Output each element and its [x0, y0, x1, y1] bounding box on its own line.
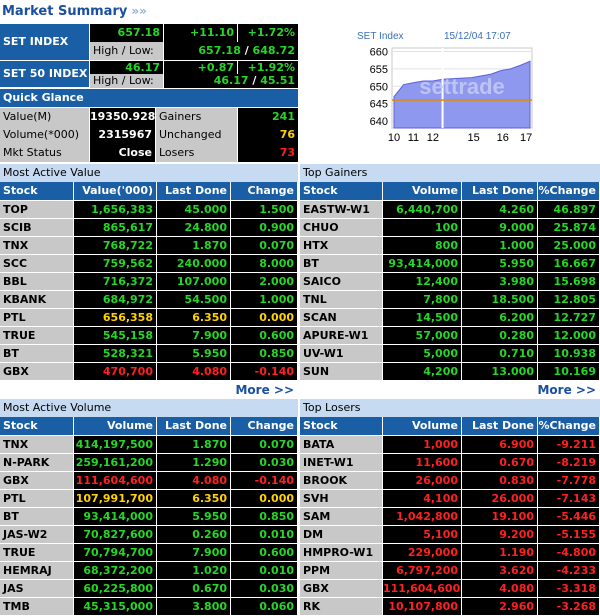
mavol-last: 1.020	[157, 562, 230, 579]
mavol-row[interactable]	[0, 580, 298, 598]
tl-last: 3.620	[462, 562, 537, 579]
chart-x-ticks	[388, 132, 532, 144]
page-title[interactable]	[2, 0, 147, 22]
tg-stock[interactable]: APURE-W1	[300, 327, 382, 344]
tl-col-header[interactable]: Last Done	[462, 417, 537, 435]
tl-last: 19.100	[462, 508, 537, 525]
qg-value-label: Value(M)	[0, 108, 89, 126]
tg-row[interactable]	[300, 309, 600, 327]
tg-row[interactable]	[300, 219, 600, 237]
mavol-last: 1.290	[157, 454, 230, 471]
tl-col-header[interactable]: Stock	[300, 417, 382, 435]
tg-change: 10.169	[538, 363, 599, 380]
chart-x-tick-label: 17	[519, 132, 533, 144]
set50-index-low: 45.51	[260, 74, 295, 87]
tg-stock[interactable]: SAICO	[300, 273, 382, 290]
most-active-value-table	[0, 164, 298, 396]
tl-val: 11,600	[383, 454, 461, 471]
mavol-title: Most Active Volume	[0, 399, 298, 417]
tl-stock[interactable]: GBX	[300, 580, 382, 597]
tl-row[interactable]	[300, 544, 600, 562]
tl-change: -4.233	[538, 562, 599, 579]
tl-change: -8.219	[538, 454, 599, 471]
tl-last: 26.000	[462, 490, 537, 507]
mavol-stock[interactable]: TRUE	[0, 544, 73, 561]
tg-last: 13.000	[462, 363, 537, 380]
mav-stock[interactable]: SCIB	[0, 219, 73, 236]
mavol-val: 259,161,200	[74, 454, 156, 471]
qg-losers-label: Losers	[156, 144, 237, 162]
tl-val: 229,000	[383, 544, 461, 561]
tg-val: 14,500	[383, 309, 461, 326]
chart-y-tick-label: 645	[369, 98, 388, 111]
mavol-last: 6.350	[157, 490, 230, 507]
set-index-high-low: 657.18 / 648.72	[164, 42, 298, 60]
most-active-volume-table	[0, 399, 298, 616]
mav-stock[interactable]: TOP	[0, 201, 73, 218]
set-index-change: +11.10	[164, 24, 237, 42]
mav-change: 0.070	[231, 237, 297, 254]
set-index-low: 648.72	[252, 44, 295, 57]
set-index-chart-svg	[352, 28, 548, 144]
tl-last: 9.200	[462, 526, 537, 543]
mav-change: 0.900	[231, 219, 297, 236]
mavol-val: 70,827,600	[74, 526, 156, 543]
tl-last: 4.080	[462, 580, 537, 597]
mav-stock[interactable]: BT	[0, 345, 73, 362]
chart-y-tick-label: 650	[369, 81, 388, 94]
mav-row[interactable]	[0, 363, 298, 381]
tg-change: 12.727	[538, 309, 599, 326]
qg-volume: 2315967	[90, 126, 155, 144]
mav-col-header[interactable]: Value('000)	[74, 182, 156, 200]
mav-row[interactable]	[0, 327, 298, 345]
tl-val: 4,100	[383, 490, 461, 507]
mav-change: 1.000	[231, 291, 297, 308]
tg-col-header[interactable]: Stock	[300, 182, 382, 200]
chart-x-tick-label: 16	[496, 132, 509, 144]
tl-stock[interactable]: SVH	[300, 490, 382, 507]
mav-title: Most Active Value	[0, 164, 298, 182]
mav-stock[interactable]: TRUE	[0, 327, 73, 344]
mavol-val: 70,794,700	[74, 544, 156, 561]
chart-y-ticks	[370, 46, 388, 128]
tg-row[interactable]	[300, 201, 600, 219]
qg-gainers-label: Gainers	[156, 108, 237, 126]
tg-val: 7,800	[383, 291, 461, 308]
chart-y-tick-label: 640	[369, 116, 388, 129]
tg-row[interactable]	[300, 327, 600, 345]
mav-change: 1.500	[231, 201, 297, 218]
tl-stock[interactable]: INET-W1	[300, 454, 382, 471]
tl-change: -4.800	[538, 544, 599, 561]
tg-stock[interactable]: BT	[300, 255, 382, 272]
qg-unchanged-label: Unchanged	[156, 126, 237, 144]
tl-stock[interactable]: HMPRO-W1	[300, 544, 382, 561]
mavol-stock[interactable]: N-PARK	[0, 454, 73, 471]
mavol-row[interactable]	[0, 436, 298, 454]
mav-row[interactable]	[0, 291, 298, 309]
tg-row[interactable]	[300, 273, 600, 291]
tg-last: 4.260	[462, 201, 537, 218]
tg-last: 1.000	[462, 237, 537, 254]
tl-col-header[interactable]: %Change	[538, 417, 599, 435]
mav-last: 24.800	[157, 219, 230, 236]
tg-row[interactable]	[300, 255, 600, 273]
chart-watermark: settrade	[419, 74, 505, 99]
tl-change: -5.446	[538, 508, 599, 525]
tg-change: 25.000	[538, 237, 599, 254]
tl-stock[interactable]: BATA	[300, 436, 382, 453]
mavol-row[interactable]	[0, 508, 298, 526]
mav-row[interactable]	[0, 309, 298, 327]
qg-unchanged: 76	[238, 126, 298, 144]
mav-change: 8.000	[231, 255, 297, 272]
tl-row[interactable]	[300, 598, 600, 616]
mavol-val: 68,372,200	[74, 562, 156, 579]
tg-stock[interactable]: SUN	[300, 363, 382, 380]
mav-stock[interactable]: PTL	[0, 309, 73, 326]
set50-index-pct: +1.92%	[238, 61, 298, 75]
tl-row[interactable]	[300, 562, 600, 580]
mav-last: 7.900	[157, 327, 230, 344]
mavol-row[interactable]	[0, 526, 298, 544]
tg-row[interactable]	[300, 237, 600, 255]
mav-val: 470,700	[74, 363, 156, 380]
tl-stock[interactable]: SAM	[300, 508, 382, 525]
mavol-col-header[interactable]: Last Done	[157, 417, 230, 435]
mav-row[interactable]	[0, 273, 298, 291]
tl-change: -9.211	[538, 436, 599, 453]
chart-timestamp: 15/12/04 17:07	[444, 31, 511, 42]
tl-val: 1,000	[383, 436, 461, 453]
set50-index-hl-label: High / Low:	[90, 74, 163, 88]
tg-row[interactable]	[300, 291, 600, 309]
tl-val: 26,000	[383, 472, 461, 489]
mav-last: 6.350	[157, 309, 230, 326]
mav-val: 759,562	[74, 255, 156, 272]
tl-row[interactable]	[300, 454, 600, 472]
mavol-col-header[interactable]: Volume	[74, 417, 156, 435]
chart-x-tick-label: 12	[426, 132, 439, 144]
mavol-last: 3.800	[157, 598, 230, 615]
mav-row[interactable]	[0, 237, 298, 255]
set-index-hl-label: High / Low:	[90, 42, 163, 60]
mavol-last: 1.870	[157, 436, 230, 453]
tg-col-header[interactable]: Volume	[383, 182, 461, 200]
mavol-row[interactable]	[0, 472, 298, 490]
mavol-last: 5.950	[157, 508, 230, 525]
tl-change: -5.155	[538, 526, 599, 543]
mavol-change: 0.070	[231, 436, 297, 453]
mav-stock[interactable]: SCC	[0, 255, 73, 272]
set50-index-high: 46.17	[213, 74, 249, 87]
tg-val: 57,000	[383, 327, 461, 344]
mavol-change: 0.600	[231, 544, 297, 561]
tg-val: 800	[383, 237, 461, 254]
set-index-label[interactable]: SET INDEX	[0, 24, 89, 60]
tg-val: 100	[383, 219, 461, 236]
mav-row[interactable]	[0, 201, 298, 219]
mavol-val: 93,414,000	[74, 508, 156, 525]
tg-val: 93,414,000	[383, 255, 461, 272]
mavol-val: 107,991,700	[74, 490, 156, 507]
mavol-change: 0.850	[231, 508, 297, 525]
mavol-val: 111,604,600	[74, 472, 156, 489]
mav-row[interactable]	[0, 255, 298, 273]
set-index-pct: +1.72%	[238, 24, 298, 42]
mav-val: 716,372	[74, 273, 156, 290]
tl-last: 6.900	[462, 436, 537, 453]
tg-val: 12,400	[383, 273, 461, 290]
mav-last: 1.870	[157, 237, 230, 254]
mav-col-header[interactable]: Change	[231, 182, 297, 200]
tg-stock[interactable]: CHUO	[300, 219, 382, 236]
mav-val: 865,617	[74, 219, 156, 236]
tl-change: -3.268	[538, 598, 599, 615]
tg-val: 4,200	[383, 363, 461, 380]
set50-index-label[interactable]: SET 50 INDEX	[0, 61, 89, 87]
tg-row[interactable]	[300, 363, 600, 381]
mav-row[interactable]	[0, 345, 298, 363]
set-index-chart[interactable]	[352, 28, 548, 144]
mav-change: 2.000	[231, 273, 297, 290]
chart-x-tick-label: 11	[407, 132, 420, 144]
mav-val: 684,972	[74, 291, 156, 308]
tl-last: 2.960	[462, 598, 537, 615]
mavol-change: 0.030	[231, 454, 297, 471]
mav-last: 240.000	[157, 255, 230, 272]
mavol-stock[interactable]: BT	[0, 508, 73, 525]
qg-status-label: Mkt Status	[0, 144, 89, 162]
tg-change: 16.667	[538, 255, 599, 272]
qg-losers: 73	[238, 144, 298, 162]
mavol-stock[interactable]: TNX	[0, 436, 73, 453]
quick-glance-title: Quick Glance	[0, 89, 298, 107]
chart-title: SET Index	[357, 31, 404, 42]
mavol-last: 7.900	[157, 544, 230, 561]
tg-last: 3.980	[462, 273, 537, 290]
mav-change: 0.000	[231, 309, 297, 326]
chart-x-tick-label: 15	[467, 132, 480, 144]
tl-last: 0.830	[462, 472, 537, 489]
mav-more-link[interactable]: More >>	[235, 383, 294, 397]
title-arrows-icon: »»	[131, 4, 147, 18]
tl-stock[interactable]: BROOK	[300, 472, 382, 489]
mavol-stock[interactable]: JAS-W2	[0, 526, 73, 543]
mavol-change: 0.030	[231, 580, 297, 597]
mav-col-header[interactable]: Stock	[0, 182, 73, 200]
mavol-row[interactable]	[0, 490, 298, 508]
mavol-row[interactable]	[0, 454, 298, 472]
tg-more-link[interactable]: More >>	[537, 383, 596, 397]
mavol-stock[interactable]: JAS	[0, 580, 73, 597]
top-gainers-table	[300, 164, 600, 396]
tg-last: 6.200	[462, 309, 537, 326]
tl-stock[interactable]: RK	[300, 598, 382, 615]
tg-col-header[interactable]: %Change	[538, 182, 599, 200]
mavol-last: 4.080	[157, 472, 230, 489]
mavol-row[interactable]	[0, 562, 298, 580]
set-index-last: 657.18	[90, 24, 163, 42]
mav-val: 528,321	[74, 345, 156, 362]
page-title-text: Market Summary	[2, 4, 128, 19]
tg-last: 9.000	[462, 219, 537, 236]
tl-change: -7.143	[538, 490, 599, 507]
mav-change: 0.850	[231, 345, 297, 362]
tg-col-header[interactable]: Last Done	[462, 182, 537, 200]
tg-change: 46.897	[538, 201, 599, 218]
tl-val: 6,797,200	[383, 562, 461, 579]
tg-change: 12.805	[538, 291, 599, 308]
chart-x-tick-label: 10	[387, 132, 401, 144]
qg-volume-label: Volume(*000)	[0, 126, 89, 144]
tg-change: 25.874	[538, 219, 599, 236]
set50-index-change: +0.87	[164, 61, 237, 75]
tl-row[interactable]	[300, 490, 600, 508]
mavol-last: 0.670	[157, 580, 230, 597]
mavol-val: 45,315,000	[74, 598, 156, 615]
mav-stock[interactable]: BBL	[0, 273, 73, 290]
chart-y-tick-label: 655	[369, 63, 388, 76]
tg-stock[interactable]: TNL	[300, 291, 382, 308]
tg-title: Top Gainers	[300, 164, 600, 182]
mav-stock[interactable]: TNX	[0, 237, 73, 254]
tg-val: 5,000	[383, 345, 461, 362]
tl-row[interactable]	[300, 508, 600, 526]
mavol-change: -0.140	[231, 472, 297, 489]
mav-last: 107.000	[157, 273, 230, 290]
tg-last: 18.500	[462, 291, 537, 308]
mav-val: 1,656,383	[74, 201, 156, 218]
mavol-val: 60,225,800	[74, 580, 156, 597]
mav-val: 768,722	[74, 237, 156, 254]
mavol-last: 0.260	[157, 526, 230, 543]
tl-stock[interactable]: PPM	[300, 562, 382, 579]
mav-last: 4.080	[157, 363, 230, 380]
tg-change: 12.000	[538, 327, 599, 344]
mav-row[interactable]	[0, 219, 298, 237]
set-index-high: 657.18	[198, 44, 241, 57]
mav-change: 0.600	[231, 327, 297, 344]
tl-change: -3.318	[538, 580, 599, 597]
mavol-stock[interactable]: TMB	[0, 598, 73, 615]
qg-value: 19350.928	[90, 108, 155, 126]
tl-last: 1.190	[462, 544, 537, 561]
mavol-col-header[interactable]: Change	[231, 417, 297, 435]
tg-row[interactable]	[300, 345, 600, 363]
tl-val: 111,604,600	[383, 582, 461, 595]
tl-val: 1,042,800	[383, 508, 461, 525]
tl-val: 5,100	[383, 526, 461, 543]
mav-col-header[interactable]: Last Done	[157, 182, 230, 200]
mav-stock[interactable]: KBANK	[0, 291, 73, 308]
mavol-change: 0.060	[231, 598, 297, 615]
chart-y-tick-label: 660	[369, 46, 388, 59]
tl-last: 0.670	[462, 454, 537, 471]
tg-stock[interactable]: SCAN	[300, 309, 382, 326]
tl-title: Top Losers	[300, 399, 600, 417]
tg-stock[interactable]: EASTW-W1	[300, 201, 382, 218]
tl-change: -7.778	[538, 472, 599, 489]
tg-last: 0.280	[462, 327, 537, 344]
qg-status: Close	[90, 144, 155, 162]
set50-index-high-low: 46.17 / 45.51	[164, 74, 298, 88]
mavol-change: 0.010	[231, 562, 297, 579]
tl-row[interactable]	[300, 526, 600, 544]
tg-change: 15.698	[538, 273, 599, 290]
mav-last: 54.500	[157, 291, 230, 308]
mavol-row[interactable]	[0, 598, 298, 616]
mav-last: 5.950	[157, 345, 230, 362]
mav-change: -0.140	[231, 363, 297, 380]
mavol-col-header[interactable]: Stock	[0, 417, 73, 435]
tl-col-header[interactable]: Volume	[383, 417, 461, 435]
tl-row[interactable]	[300, 436, 600, 454]
qg-gainers: 241	[238, 108, 298, 126]
tg-last: 0.710	[462, 345, 537, 362]
mav-stock[interactable]: GBX	[0, 363, 73, 380]
mavol-row[interactable]	[0, 544, 298, 562]
mavol-change: 0.010	[231, 526, 297, 543]
mavol-change: 0.000	[231, 490, 297, 507]
tg-stock[interactable]: UV-W1	[300, 345, 382, 362]
tg-stock[interactable]: HTX	[300, 237, 382, 254]
top-losers-table	[300, 399, 600, 616]
mav-val: 656,358	[74, 309, 156, 326]
mavol-val: 414,197,500	[74, 436, 156, 453]
tl-stock[interactable]: DM	[300, 526, 382, 543]
tl-row[interactable]	[300, 580, 600, 598]
tg-last: 5.950	[462, 255, 537, 272]
mav-val: 545,158	[74, 327, 156, 344]
tg-val: 6,440,700	[383, 201, 461, 218]
mavol-stock[interactable]: HEMRAJ	[0, 562, 73, 579]
tg-change: 10.938	[538, 345, 599, 362]
tl-val: 10,107,800	[383, 598, 461, 615]
set50-index-last: 46.17	[90, 61, 163, 75]
mav-last: 45.000	[157, 201, 230, 218]
tl-row[interactable]	[300, 472, 600, 490]
mavol-stock[interactable]: GBX	[0, 472, 73, 489]
mavol-stock[interactable]: PTL	[0, 490, 73, 507]
